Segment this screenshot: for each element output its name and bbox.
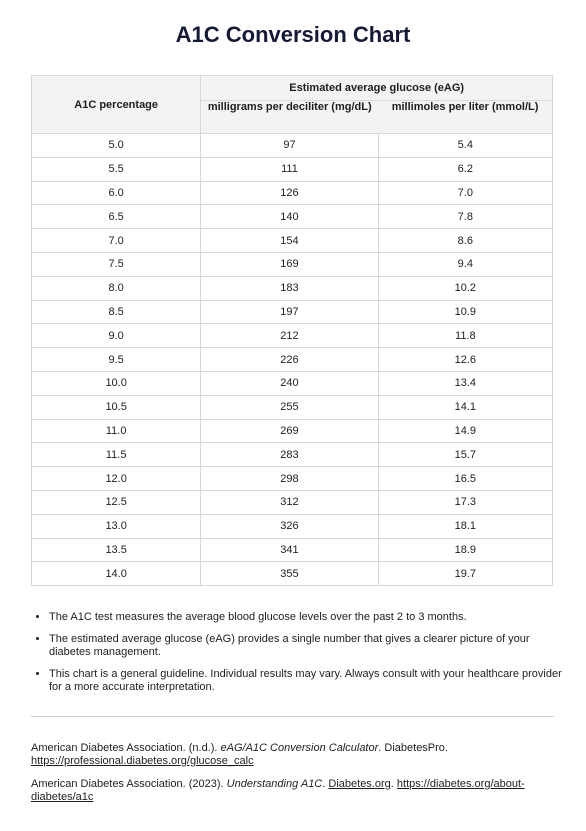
mmol-l-cell: 18.9 bbox=[378, 538, 552, 562]
reference-text: . DiabetesPro. bbox=[378, 742, 448, 754]
mg-dl-cell: 355 bbox=[201, 562, 378, 586]
a1c-cell: 6.0 bbox=[32, 181, 201, 205]
note-item: • This chart is a general guideline. Individual results may vary. Always consult with your healthcare provider for a more accurate interpretation. bbox=[49, 668, 574, 694]
a1c-cell: 6.5 bbox=[32, 205, 201, 229]
table-row bbox=[32, 443, 553, 467]
table-row bbox=[32, 467, 553, 491]
mmol-l-cell: 17.3 bbox=[378, 490, 552, 514]
reference-site-link[interactable]: Diabetes.org bbox=[328, 778, 391, 790]
mg-dl-cell: 126 bbox=[201, 181, 378, 205]
references bbox=[31, 742, 556, 814]
mg-dl-cell: 140 bbox=[201, 205, 378, 229]
mmol-l-cell: 15.7 bbox=[378, 443, 552, 467]
note-item: • The A1C test measures the average blood glucose levels over the past 2 to 3 months. bbox=[49, 611, 574, 624]
a1c-cell: 9.0 bbox=[32, 324, 201, 348]
reference-text: . bbox=[322, 778, 329, 790]
a1c-cell: 10.5 bbox=[32, 395, 201, 419]
a1c-cell: 5.5 bbox=[32, 157, 201, 181]
table-row bbox=[32, 157, 553, 181]
mg-dl-cell: 183 bbox=[201, 276, 378, 300]
table-row bbox=[32, 134, 553, 158]
mmol-l-cell: 5.4 bbox=[378, 134, 552, 158]
table-row bbox=[32, 252, 553, 276]
mg-dl-cell: 298 bbox=[201, 467, 378, 491]
mmol-l-cell: 16.5 bbox=[378, 467, 552, 491]
mmol-l-cell: 14.9 bbox=[378, 419, 552, 443]
a1c-cell: 8.5 bbox=[32, 300, 201, 324]
page-title: A1C Conversion Chart bbox=[175, 22, 411, 47]
a1c-cell: 9.5 bbox=[32, 348, 201, 372]
table-row bbox=[32, 490, 553, 514]
mg-dl-cell: 312 bbox=[201, 490, 378, 514]
mg-dl-cell: 97 bbox=[201, 134, 378, 158]
mmol-l-cell: 7.0 bbox=[378, 181, 552, 205]
mmol-l-cell: 13.4 bbox=[378, 371, 552, 395]
table-row bbox=[32, 419, 553, 443]
table-row bbox=[32, 181, 553, 205]
a1c-cell: 11.5 bbox=[32, 443, 201, 467]
a1c-cell: 8.0 bbox=[32, 276, 201, 300]
mg-dl-cell: 283 bbox=[201, 443, 378, 467]
table-row bbox=[32, 371, 553, 395]
a1c-cell: 7.5 bbox=[32, 252, 201, 276]
reference-item bbox=[31, 742, 556, 768]
a1c-cell: 14.0 bbox=[32, 562, 201, 586]
a1c-cell: 10.0 bbox=[32, 371, 201, 395]
mmol-l-cell: 11.8 bbox=[378, 324, 552, 348]
table-row bbox=[32, 205, 553, 229]
table-row bbox=[32, 562, 553, 586]
reference-title: eAG/A1C Conversion Calculator bbox=[220, 742, 379, 754]
mg-dl-cell: 226 bbox=[201, 348, 378, 372]
reference-title: Understanding A1C bbox=[226, 778, 323, 790]
section-divider bbox=[31, 716, 554, 717]
reference-text: American Diabetes Association. (2023). bbox=[31, 778, 227, 790]
mg-dl-cell: 212 bbox=[201, 324, 378, 348]
header-mg-dl: milligrams per deciliter (mg/dL) bbox=[201, 101, 378, 134]
a1c-cell: 13.5 bbox=[32, 538, 201, 562]
header-mmol-l: millimoles per liter (mmol/L) bbox=[378, 101, 552, 134]
notes-list bbox=[31, 611, 574, 703]
reference-text: . bbox=[390, 778, 397, 790]
reference-text: American Diabetes Association. (n.d.). bbox=[31, 742, 221, 754]
mg-dl-cell: 326 bbox=[201, 514, 378, 538]
note-item: • The estimated average glucose (eAG) provides a single number that gives a clearer picture of your diabetes management. bbox=[49, 633, 574, 659]
reference-item bbox=[31, 778, 556, 804]
mmol-l-cell: 7.8 bbox=[378, 205, 552, 229]
reference-link[interactable]: https://professional.diabetes.org/glucose_calc bbox=[31, 755, 254, 767]
mg-dl-cell: 111 bbox=[201, 157, 378, 181]
mg-dl-cell: 169 bbox=[201, 252, 378, 276]
table-row bbox=[32, 300, 553, 324]
mmol-l-cell: 8.6 bbox=[378, 229, 552, 253]
mmol-l-cell: 12.6 bbox=[378, 348, 552, 372]
a1c-cell: 7.0 bbox=[32, 229, 201, 253]
header-a1c-percentage: A1C percentage bbox=[32, 76, 201, 134]
table-row bbox=[32, 229, 553, 253]
a1c-cell: 12.5 bbox=[32, 490, 201, 514]
table-row bbox=[32, 276, 553, 300]
mmol-l-cell: 14.1 bbox=[378, 395, 552, 419]
table-row bbox=[32, 348, 553, 372]
table-row bbox=[32, 514, 553, 538]
mg-dl-cell: 255 bbox=[201, 395, 378, 419]
mmol-l-cell: 9.4 bbox=[378, 252, 552, 276]
mmol-l-cell: 19.7 bbox=[378, 562, 552, 586]
mmol-l-cell: 10.2 bbox=[378, 276, 552, 300]
mmol-l-cell: 6.2 bbox=[378, 157, 552, 181]
a1c-cell: 5.0 bbox=[32, 134, 201, 158]
reference-link[interactable]: https://diabetes.org/about-diabetes/a1c bbox=[31, 778, 525, 803]
mmol-l-cell: 10.9 bbox=[378, 300, 552, 324]
mg-dl-cell: 240 bbox=[201, 371, 378, 395]
mg-dl-cell: 269 bbox=[201, 419, 378, 443]
a1c-cell: 12.0 bbox=[32, 467, 201, 491]
conversion-table bbox=[31, 75, 553, 586]
mg-dl-cell: 154 bbox=[201, 229, 378, 253]
mg-dl-cell: 197 bbox=[201, 300, 378, 324]
a1c-cell: 11.0 bbox=[32, 419, 201, 443]
table-row bbox=[32, 324, 553, 348]
a1c-cell: 13.0 bbox=[32, 514, 201, 538]
mg-dl-cell: 341 bbox=[201, 538, 378, 562]
table-body bbox=[32, 134, 553, 586]
table-row bbox=[32, 395, 553, 419]
header-estimated-average-glucose: Estimated average glucose (eAG) bbox=[201, 76, 553, 101]
table-row bbox=[32, 538, 553, 562]
mmol-l-cell: 18.1 bbox=[378, 514, 552, 538]
